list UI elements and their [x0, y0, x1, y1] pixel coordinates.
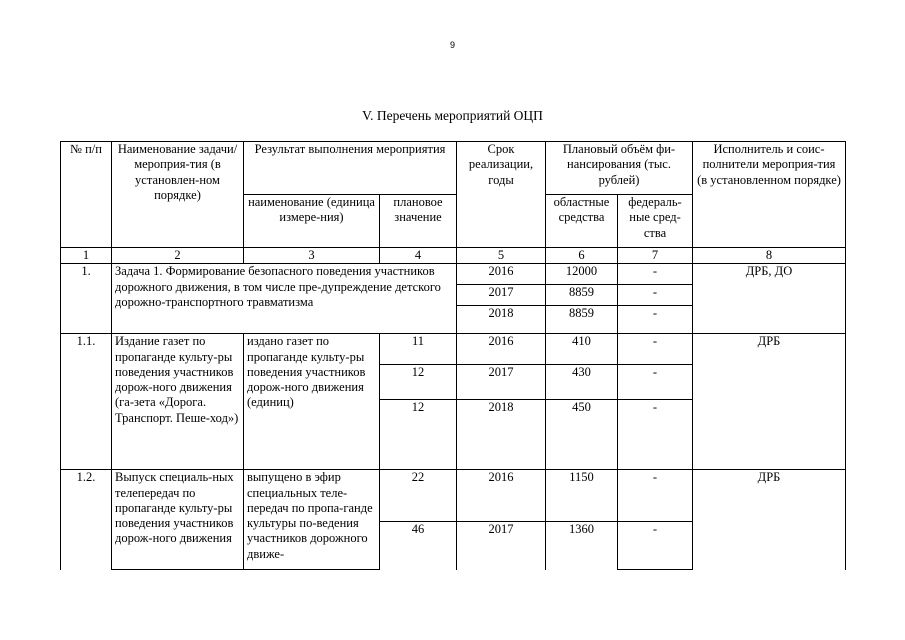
- year-cell: 2018: [457, 306, 546, 334]
- planned-value-cell: 22: [380, 470, 457, 522]
- header-name: Наименование задачи/ мероприя-тия (в установлен-ном порядке): [112, 142, 244, 248]
- planned-value-cell: 12: [380, 365, 457, 400]
- executor-cell: ДРБ, ДО: [693, 264, 846, 334]
- header-result-name: наименование (единица измере-ния): [244, 195, 380, 248]
- planned-value-cell: 46: [380, 522, 457, 570]
- header-finance: Плановый объём фи-нансирования (тыс. рублей): [546, 142, 693, 195]
- regional-funds-cell: 1360: [546, 522, 618, 570]
- column-number: 2: [112, 248, 244, 264]
- regional-funds-cell: 8859: [546, 306, 618, 334]
- column-number: 4: [380, 248, 457, 264]
- year-cell: 2017: [457, 522, 546, 570]
- year-cell: 2016: [457, 470, 546, 522]
- federal-funds-cell: -: [618, 306, 693, 334]
- regional-funds-cell: 410: [546, 334, 618, 365]
- column-number: 8: [693, 248, 846, 264]
- table-row: [61, 470, 846, 522]
- regional-funds-cell: 430: [546, 365, 618, 400]
- regional-funds-cell: 450: [546, 400, 618, 470]
- column-number: 1: [61, 248, 112, 264]
- regional-funds-cell: 1150: [546, 470, 618, 522]
- column-numbers-row: [61, 248, 846, 264]
- year-cell: 2017: [457, 365, 546, 400]
- column-number: 5: [457, 248, 546, 264]
- regional-funds-cell: 12000: [546, 264, 618, 285]
- year-cell: 2017: [457, 285, 546, 306]
- column-number: 7: [618, 248, 693, 264]
- item-number: 1.2.: [61, 470, 112, 570]
- result-name: издано газет по пропаганде культу-ры поведения участников дорож-ного движения (единиц): [244, 334, 380, 470]
- federal-funds-cell: -: [618, 285, 693, 306]
- item-name: Выпуск специаль-ных телепередач по пропаганде культу-ры поведения участников дорож-ного движения: [112, 470, 244, 570]
- activities-table: [60, 141, 846, 570]
- header-term: Срок реализации, годы: [457, 142, 546, 248]
- column-number: 3: [244, 248, 380, 264]
- header-fin-federal: федераль-ные сред-ства: [618, 195, 693, 248]
- federal-funds-cell: -: [618, 400, 693, 470]
- executor-cell: ДРБ: [693, 470, 846, 570]
- regional-funds-cell: 8859: [546, 285, 618, 306]
- header-executor: Исполнитель и соис-полнители мероприя-тия (в установленном порядке): [693, 142, 846, 248]
- year-cell: 2016: [457, 334, 546, 365]
- page-number: 9: [449, 40, 455, 50]
- header-result-value: плановое значение: [380, 195, 457, 248]
- federal-funds-cell: -: [618, 264, 693, 285]
- section-title: V. Перечень мероприятий ОЦП: [362, 108, 543, 123]
- federal-funds-cell: -: [618, 470, 693, 522]
- federal-funds-cell: -: [618, 522, 693, 570]
- header-row: [61, 142, 846, 195]
- header-result: Результат выполнения мероприятия: [244, 142, 457, 195]
- item-number: 1.1.: [61, 334, 112, 470]
- planned-value-cell: 11: [380, 334, 457, 365]
- item-name: Издание газет по пропаганде культу-ры поведения участников дорож-ного движения (га-зета «Дорога. Транспорт. Пеше-ход»): [112, 334, 244, 470]
- year-cell: 2016: [457, 264, 546, 285]
- task-name: Задача 1. Формирование безопасного поведения участников дорожного движения, в том числе пре-дупреждение детского дорожно-транспортного травматизма: [112, 264, 457, 334]
- header-no: № п/п: [61, 142, 112, 248]
- federal-funds-cell: -: [618, 365, 693, 400]
- federal-funds-cell: -: [618, 334, 693, 365]
- column-number: 6: [546, 248, 618, 264]
- year-cell: 2018: [457, 400, 546, 470]
- result-name: выпущено в эфир специальных теле-передач по пропа-ганде культуры по-ведения участников дорожного движе-: [244, 470, 380, 570]
- header-fin-regional: областные средства: [546, 195, 618, 248]
- executor-cell: ДРБ: [693, 334, 846, 470]
- planned-value-cell: 12: [380, 400, 457, 470]
- table-row: [61, 264, 846, 285]
- table-row: [61, 334, 846, 365]
- task-number: 1.: [61, 264, 112, 334]
